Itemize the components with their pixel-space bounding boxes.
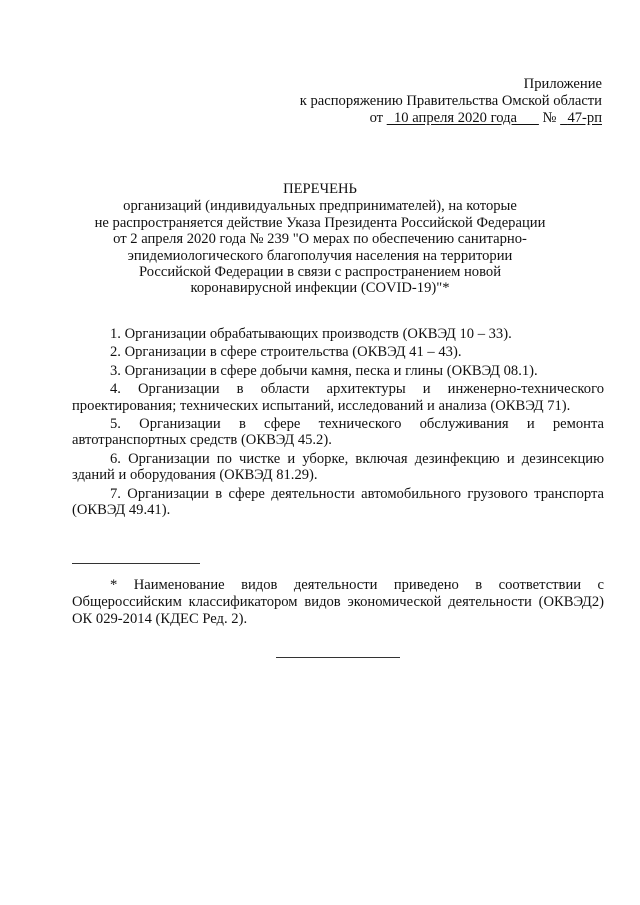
end-of-document-line <box>276 657 400 658</box>
list-item: 7. Организации в сфере деятельности автомобильного грузового транспорта (ОКВЭД 49.41). <box>72 485 604 519</box>
list-title-block <box>70 181 570 297</box>
footnote-separator <box>72 563 200 564</box>
list-item: 4. Организации в области архитектуры и инженерно-технического проектирования; технических испытаний, исследований и анализа (ОКВЭД 71). <box>72 381 604 414</box>
title-line: эпидемиологического благополучия населения на территории <box>127 247 513 264</box>
appendix-decree-ref: к распоряжению Правительства Омской области <box>299 93 602 109</box>
list-item: 3. Организации в сфере добычи камня, песка и глины (ОКВЭД 08.1). <box>110 362 538 379</box>
list-heading: ПЕРЕЧЕНЬ <box>283 181 357 197</box>
appendix-header <box>300 76 602 127</box>
title-line: коронавирусной инфекции (COVID-19)"* <box>190 280 450 297</box>
list-item: 1. Организации обрабатывающих производств (ОКВЭД 10 – 33). <box>110 326 512 342</box>
list-item: 2. Организации в сфере строительства (ОКВЭД 41 – 43). <box>110 344 462 361</box>
title-line: организаций (индивидуальных предпринимателей), на которые <box>123 198 517 215</box>
title-line: Российской Федерации в связи с распространением новой <box>138 264 501 281</box>
organizations-list <box>72 326 604 520</box>
footnote <box>72 577 604 628</box>
title-line: не распространяется действие Указа Президента Российской Федерации <box>94 214 546 231</box>
title-line: от 2 апреля 2020 года № 239 "О мерах по обеспечению санитарно- <box>113 231 527 248</box>
appendix-date-number-line <box>300 110 602 127</box>
footnote-text: * Наименование видов деятельности приведено в соответствии с Общероссийским классификатором видов экономической деятельности (ОКВЭД2) ОК 029-2014 (КДЕС Ред. 2). <box>72 577 604 627</box>
appendix-number: 47-рп <box>567 110 602 126</box>
appendix-title: Приложение <box>523 76 602 92</box>
list-item: 5. Организации в сфере технического обслуживания и ремонта автотранспортных средств (ОКВЭД 45.2). <box>72 416 604 449</box>
appendix-date: 10 апреля 2020 года <box>394 110 517 126</box>
appendix-date-prefix: от <box>369 110 384 126</box>
appendix-number-label: № <box>542 110 557 126</box>
list-item: 6. Организации по чистке и уборке, включая дезинфекцию и дезинсекцию зданий и оборудования (ОКВЭД 81.29). <box>72 450 604 484</box>
